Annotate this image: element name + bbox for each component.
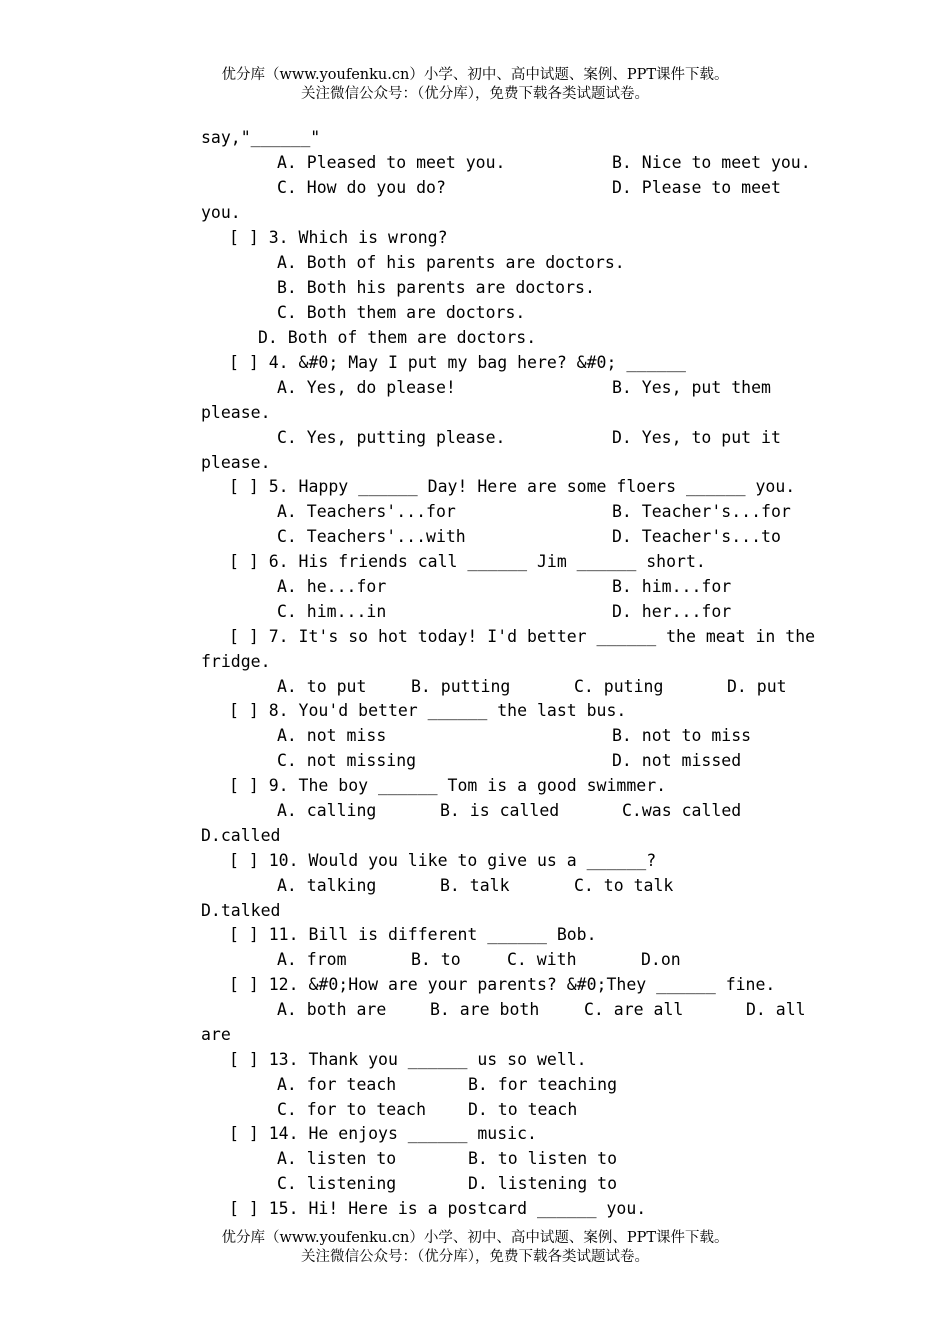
header-line-2: 关注微信公众号：（优分库），免费下载各类试题试卷。 [301, 86, 649, 102]
header-line-1: 优分库（www.youfenku.cn）小学、初中、高中试题、案例、PPT课件下载。 [221, 67, 729, 83]
option: C. to talk [574, 876, 674, 895]
question-3: [ ] 3. Which is wrong? [229, 228, 448, 247]
text-line: fridge. [201, 652, 271, 671]
option: B. to [411, 950, 461, 969]
option: C. Both them are doctors. [277, 303, 526, 322]
question-12: [ ] 12. &#0;How are your parents? &#0;They ______ fine. [229, 975, 776, 994]
option: B. putting [411, 677, 511, 696]
option: D. Both of them are doctors. [258, 328, 537, 347]
option: D. all [746, 1000, 806, 1019]
page-footer [0, 1229, 950, 1267]
option: C. are all [584, 1000, 684, 1019]
option: D. Teacher's...to [612, 527, 781, 546]
text-line: you. [201, 203, 241, 222]
text-line: please. [201, 403, 271, 422]
option: D. her...for [612, 602, 732, 621]
option: A. talking [277, 876, 377, 895]
option: D. Yes, to put it [612, 428, 781, 447]
option: C. listening [277, 1174, 397, 1193]
option: A. Both of his parents are doctors. [277, 253, 625, 272]
footer-line-1: 优分库（www.youfenku.cn）小学、初中、高中试题、案例、PPT课件下载。 [221, 1230, 729, 1246]
option: D. listening to [468, 1174, 618, 1193]
option: B. not to miss [612, 726, 752, 745]
option: A. both are [277, 1000, 387, 1019]
question-6: [ ] 6. His friends call ______ Jim ______ short. [229, 552, 706, 571]
option: B. him...for [612, 577, 732, 596]
option: C. Yes, putting please. [277, 428, 506, 447]
question-11: [ ] 11. Bill is different ______ Bob. [229, 925, 597, 944]
option: B. Nice to meet you. [612, 153, 811, 172]
option: A. not miss [277, 726, 387, 745]
option: C. him...in [277, 602, 387, 621]
option: C.was called [622, 801, 742, 820]
question-8: [ ] 8. You'd better ______ the last bus. [229, 701, 627, 720]
option: D. put [727, 677, 787, 696]
text-line: please. [201, 453, 271, 472]
option: B. Yes, put them [612, 378, 771, 397]
option: B. is called [440, 801, 560, 820]
question-9: [ ] 9. The boy ______ Tom is a good swimmer. [229, 776, 667, 795]
question-13: [ ] 13. Thank you ______ us so well. [229, 1050, 587, 1069]
question-10: [ ] 10. Would you like to give us a ______? [229, 851, 657, 870]
page-header [0, 66, 950, 104]
question-15: [ ] 15. Hi! Here is a postcard ______ you. [229, 1199, 647, 1218]
option: B. talk [440, 876, 510, 895]
option: A. from [277, 950, 347, 969]
text-line: say,"______" [201, 128, 321, 147]
option: D.on [641, 950, 681, 969]
text-line: are [201, 1025, 231, 1044]
option: D.talked [201, 901, 281, 920]
option: D. not missed [612, 751, 742, 770]
option: C. not missing [277, 751, 417, 770]
option: A. Yes, do please! [277, 378, 456, 397]
option: C. How do you do? [277, 178, 446, 197]
option: A. Pleased to meet you. [277, 153, 506, 172]
option: A. he...for [277, 577, 387, 596]
option: B. for teaching [468, 1075, 618, 1094]
option: A. listen to [277, 1149, 397, 1168]
option: B. Teacher's...for [612, 502, 791, 521]
option: D. Please to meet [612, 178, 781, 197]
option: B. are both [430, 1000, 540, 1019]
option: C. Teachers'...with [277, 527, 466, 546]
footer-line-2: 关注微信公众号：（优分库），免费下载各类试题试卷。 [301, 1249, 649, 1265]
option: A. for teach [277, 1075, 397, 1094]
question-4: [ ] 4. &#0; May I put my bag here? &#0; ______ [229, 353, 686, 372]
question-5: [ ] 5. Happy ______ Day! Here are some floers ______ you. [229, 477, 796, 496]
option: C. with [507, 950, 577, 969]
option: A. calling [277, 801, 377, 820]
question-14: [ ] 14. He enjoys ______ music. [229, 1124, 537, 1143]
option: B. Both his parents are doctors. [277, 278, 595, 297]
option: A. Teachers'...for [277, 502, 456, 521]
option: D.called [201, 826, 281, 845]
option: C. puting [574, 677, 664, 696]
option: A. to put [277, 677, 367, 696]
option: C. for to teach [277, 1100, 427, 1119]
question-7: [ ] 7. It's so hot today! I'd better ______ the meat in the [229, 627, 816, 646]
option: D. to teach [468, 1100, 578, 1119]
option: B. to listen to [468, 1149, 618, 1168]
